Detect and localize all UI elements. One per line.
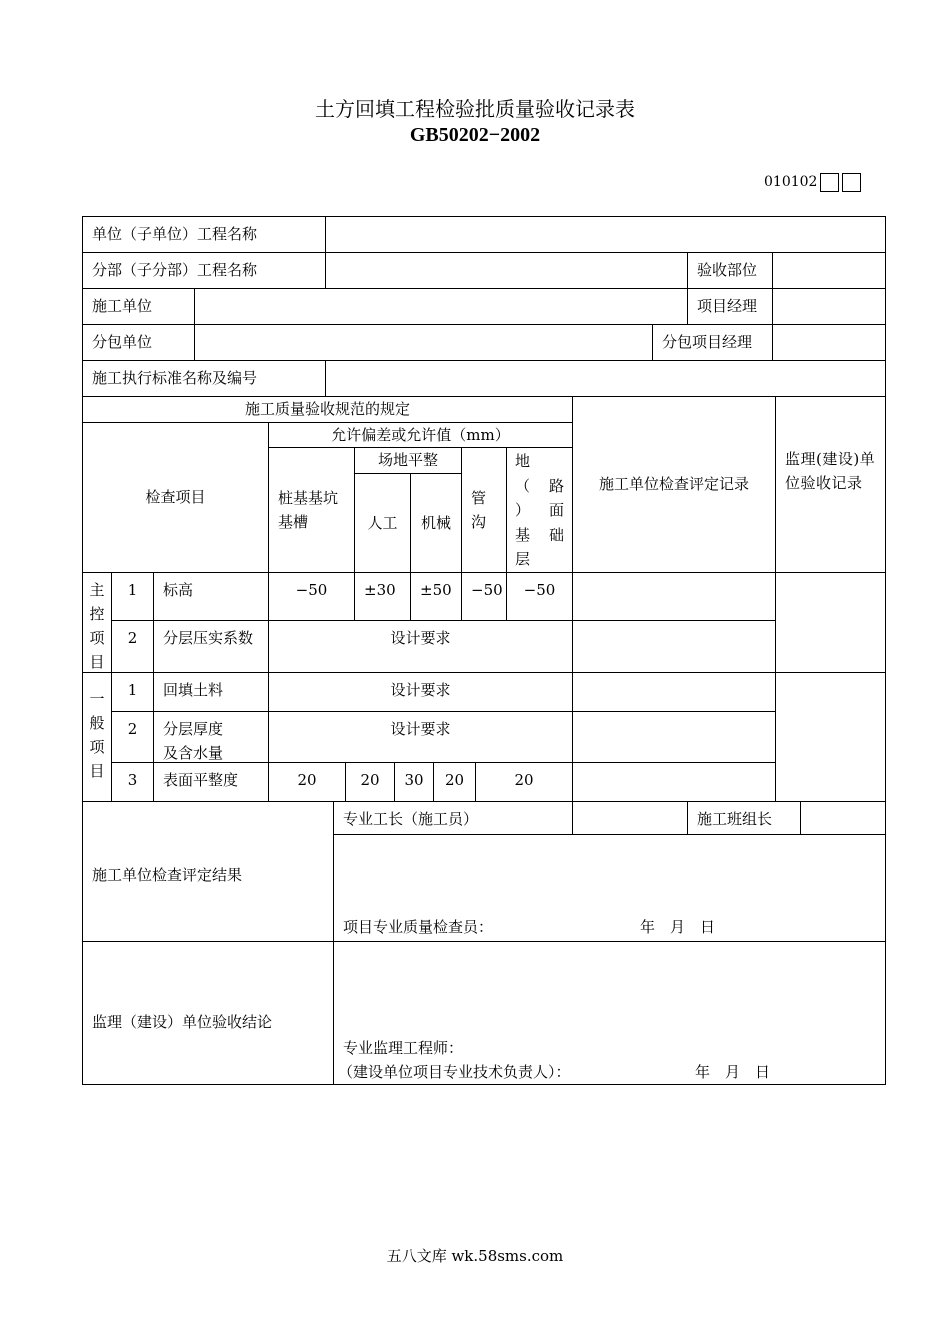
main-row-1-value-2: ±30	[354, 572, 411, 621]
footer-watermark: 五八文库 wk.58sms.com	[386, 1247, 564, 1265]
standard-label: 施工执行标准名称及编号	[82, 360, 326, 397]
project-manager-field[interactable]	[772, 288, 886, 325]
main-row-1-value-1: −50	[268, 572, 355, 621]
code-box-2[interactable]	[842, 173, 861, 192]
ground-base-line-2: （ 路	[515, 476, 564, 495]
supervision-record-header: 监理(建设)单位验收记录	[775, 396, 886, 573]
main-row-2-item: 分层压实系数	[153, 620, 269, 673]
form-code-number: 010102	[764, 174, 818, 190]
general-row-3-value-2: 20	[345, 762, 395, 802]
team-leader-label: 施工班组长	[687, 801, 801, 835]
general-row-3-value-3: 30	[394, 762, 434, 802]
standard-field[interactable]	[325, 360, 886, 397]
sub-project-manager-field[interactable]	[772, 324, 886, 361]
pipe-trench-line-1: 管	[471, 489, 487, 507]
main-control-char-4: 目	[89, 653, 105, 671]
general-char-2: 般	[89, 714, 105, 732]
general-row-2-requirement: 设计要求	[268, 711, 573, 763]
acceptance-part-label: 验收部位	[687, 252, 773, 289]
main-control-group	[82, 572, 112, 673]
general-row-2-item-line-2: 及含水量	[163, 744, 224, 762]
main-row-1-value-5: −50	[506, 572, 573, 621]
general-row-3-no: 3	[111, 762, 154, 802]
sub-project-manager-label: 分包项目经理	[652, 324, 773, 361]
sub-project-field[interactable]	[325, 252, 688, 289]
general-row-3-value-4: 20	[433, 762, 476, 802]
supervision-date: 年 月 日	[695, 1063, 771, 1081]
ground-base-line-3: ） 面	[515, 501, 564, 519]
general-row-1-item: 回填土料	[153, 672, 269, 712]
sub-project-label: 分部（子分部）工程名称	[82, 252, 326, 289]
code-box-1[interactable]	[820, 173, 839, 192]
team-leader-field[interactable]	[800, 801, 886, 835]
general-row-2-no: 2	[111, 711, 154, 763]
construction-date: 年 月 日	[640, 918, 716, 936]
pipe-trench-line-2: 沟	[471, 513, 487, 531]
general-row-2-item-line-1: 分层厚度	[163, 720, 224, 738]
main-row-2-record[interactable]	[572, 620, 776, 673]
supervising-engineer-label: 专业监理工程师：	[343, 1039, 464, 1057]
supervision-conclusion-label: 监理（建设）单位验收结论	[82, 941, 334, 1085]
standard-code: GB50202−2002	[409, 124, 541, 146]
general-row-1-record[interactable]	[572, 672, 776, 712]
main-control-char-1: 主	[89, 581, 105, 599]
form-code	[764, 172, 861, 192]
unit-project-field[interactable]	[325, 216, 886, 253]
ground-base-line-1: 地	[515, 452, 531, 470]
foreman-label: 专业工长（施工员）	[333, 801, 573, 835]
mechanical-header: 机械	[410, 473, 462, 573]
construction-record-header: 施工单位检查评定记录	[572, 396, 776, 573]
foreman-field[interactable]	[572, 801, 688, 835]
subcontractor-label: 分包单位	[82, 324, 195, 361]
general-row-2-record[interactable]	[572, 711, 776, 763]
quality-inspector-label: 项目专业质量检查员：	[343, 918, 494, 936]
project-manager-label: 项目经理	[687, 288, 773, 325]
main-row-1-value-3: ±50	[410, 572, 462, 621]
constructor-label: 施工单位	[82, 288, 195, 325]
general-row-3-record[interactable]	[572, 762, 776, 802]
main-control-char-2: 控	[89, 605, 105, 623]
main-row-1-no: 1	[111, 572, 154, 621]
general-group	[82, 672, 112, 802]
constructor-field[interactable]	[194, 288, 688, 325]
manual-header: 人工	[354, 473, 411, 573]
general-row-2-item	[153, 711, 269, 763]
general-row-3-value-1: 20	[268, 762, 346, 802]
supervision-conclusion-area[interactable]	[333, 941, 886, 1085]
construction-result-area[interactable]	[333, 834, 886, 942]
owner-rep-label: （建设单位项目专业技术负责人）：	[338, 1063, 571, 1081]
main-row-1-record[interactable]	[572, 572, 776, 621]
subcontractor-field[interactable]	[194, 324, 653, 361]
main-row-1-item: 标高	[153, 572, 269, 621]
general-supervision[interactable]	[775, 672, 886, 802]
main-row-1-value-4: −50	[461, 572, 507, 621]
main-row-2-no: 2	[111, 620, 154, 673]
ground-base-line-5: 层	[515, 550, 531, 568]
check-item-header: 检查项目	[82, 422, 269, 573]
document-title: 土方回填工程检验批质量验收记录表	[315, 97, 635, 121]
construction-result-label: 施工单位检查评定结果	[82, 801, 334, 942]
ground-base-line-4: 基 础	[515, 525, 564, 544]
general-row-1-no: 1	[111, 672, 154, 712]
site-leveling-header: 场地平整	[354, 447, 462, 474]
general-row-1-requirement: 设计要求	[268, 672, 573, 712]
general-char-1: 一	[89, 690, 105, 708]
main-row-2-requirement: 设计要求	[268, 620, 573, 673]
general-row-3-item: 表面平整度	[153, 762, 269, 802]
general-char-4: 目	[89, 762, 105, 780]
general-char-3: 项	[89, 738, 105, 756]
regulation-header: 施工质量验收规范的规定	[82, 396, 573, 423]
unit-project-label: 单位（子单位）工程名称	[82, 216, 326, 253]
pipe-trench-header	[461, 447, 507, 573]
acceptance-part-field[interactable]	[772, 252, 886, 289]
ground-base-header	[506, 447, 573, 573]
main-control-char-3: 项	[89, 629, 105, 647]
general-row-3-value-5: 20	[475, 762, 573, 802]
pile-pit-header: 桩基基坑基槽	[268, 447, 355, 573]
tolerance-header: 允许偏差或允许值（mm）	[268, 422, 573, 448]
main-control-supervision[interactable]	[775, 572, 886, 673]
